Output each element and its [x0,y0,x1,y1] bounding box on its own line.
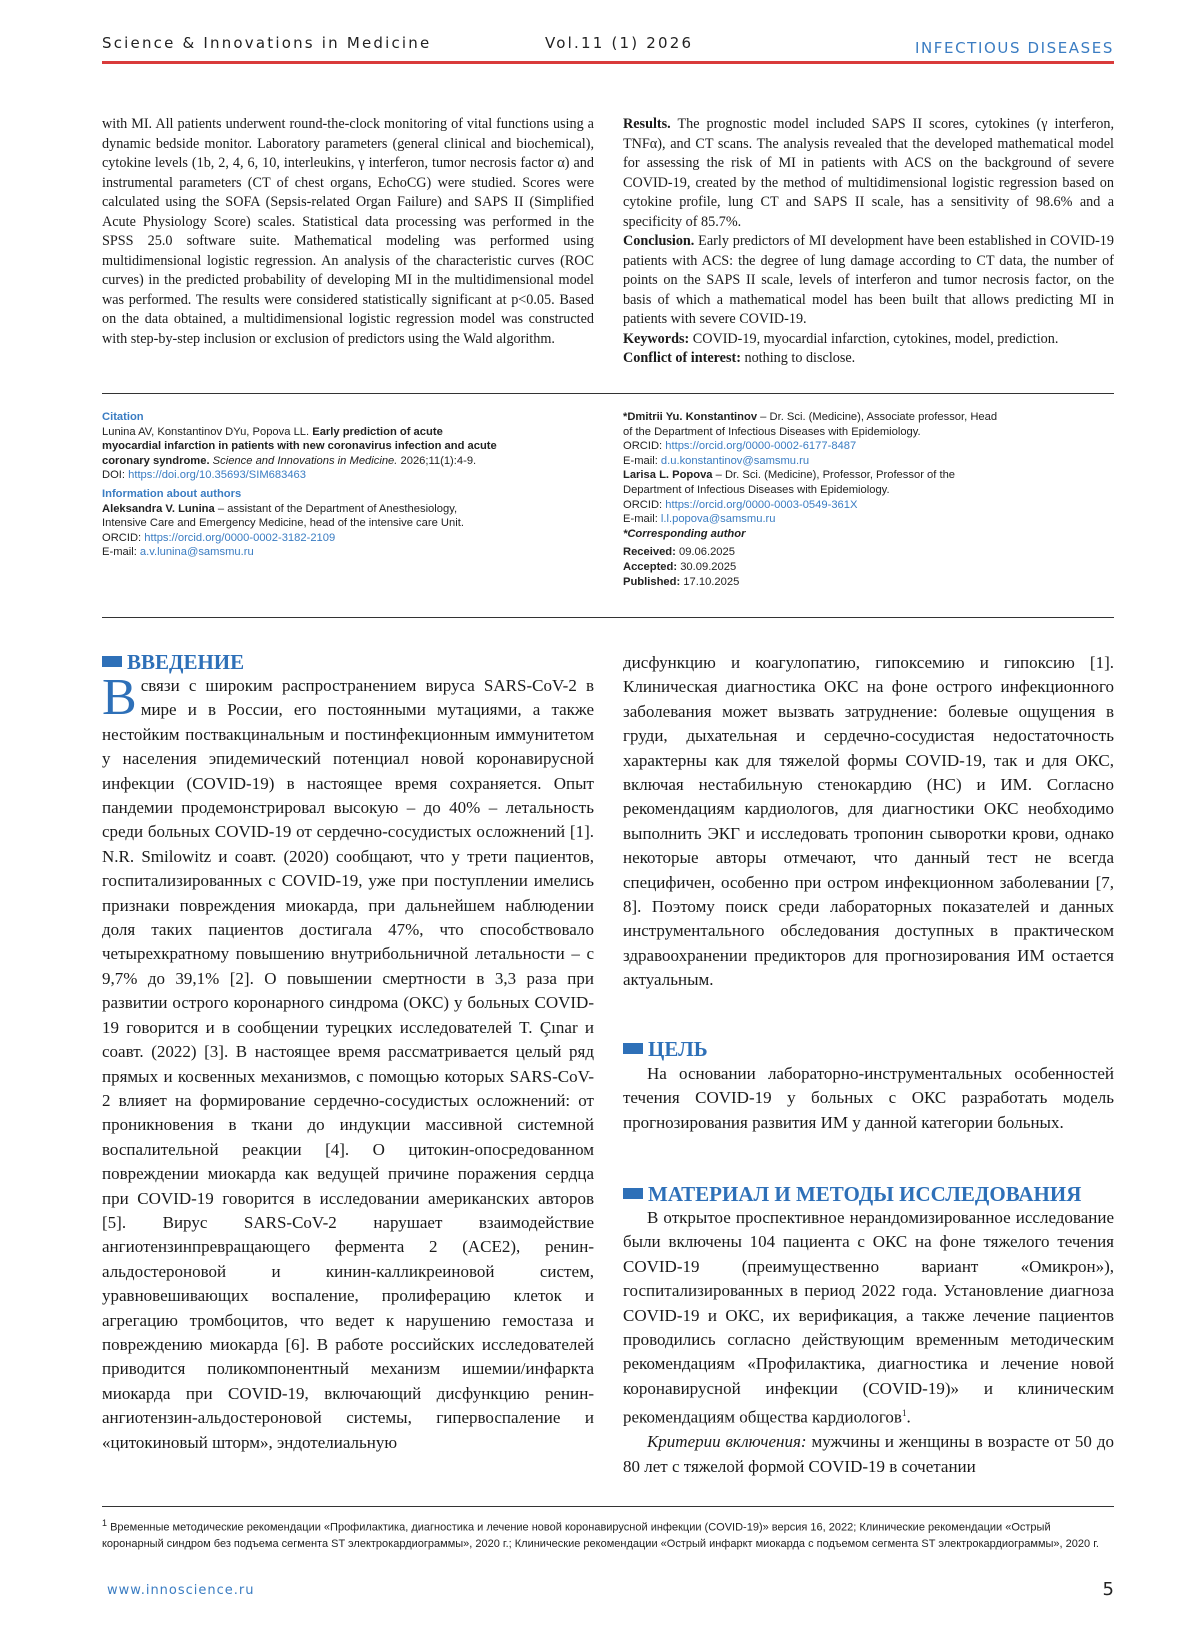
author3-email-label: E-mail: [623,513,661,526]
author2-name: *Dmitrii Yu. Konstantinov [623,411,758,423]
intro-body [102,669,594,1455]
keywords-label: Keywords: [623,330,690,347]
author3-name: Larisa L. Popova [623,469,713,482]
aim-text: На основании лабораторно-инструментальных особенностей течения COVID-19 у больных с ОКС разработать модель прогнозирования развития ИМ у данной категории больных. [623,1064,1114,1132]
section-square-icon [623,1188,643,1199]
header-rule [102,61,1114,64]
abstract-results [623,115,1114,369]
citation-block [102,410,502,560]
footer-url-link[interactable]: www.innoscience.ru [107,1583,255,1598]
published-label: Published: [623,575,681,588]
author2-orcid-label: ORCID: [623,440,666,453]
published-date: 17.10.2025 [680,575,740,588]
section-label: INFECTIOUS DISEASES [914,39,1114,57]
citation-heading: Citation [102,411,144,423]
conflict-label: Conflict of interest: [623,350,741,366]
author3-orcid-link[interactable]: https://orcid.org/0000-0003-0549-361X [665,498,858,511]
divider-bottom [102,617,1114,618]
citation-journal: Science and Innovations in Medicine. [209,454,398,467]
authors-block [623,410,1003,589]
keywords-text: COVID-19, myocardial infarction, cytokines, model, prediction. [689,330,1059,347]
abstract-methods [102,115,594,349]
results-label: Results. [623,116,671,132]
methods-text: В открытое проспективное нерандомизированное исследование были включены 104 пациента с ОКС на фоне тяжелого течения COVID-19 (преимущественно вариант «Омикрон»), госпитализированных в период 2022 года. Установление диагноза COVID-19 и ОКС, их верификация, а также лечение пациентов проводились согласно действующим временным методическим рекомендациям «Профилактика, диагностика и лечение новой коронавирусной инфекции (COVID-19)» и клиническим рекомендациям общества кардиологов [623,1208,1114,1427]
intro-text: связи с широким распространением вируса SARS-CoV-2 в мире и в России, его постоянными мутациями, а также нестойким поствакцинальным и постинфекционным иммунитетом у населения эпидемический потенциал новой коронавирусной инфекции (COVID-19) в настоящее время сохраняется. Опыт пандемии продемонстрировал высокую – до 40% – летальность среди больных COVID-19 от сердечно-сосудистых осложнений [1]. N.R. Smilowitz и соавт. (2020) сообщают, что у трети пациентов, госпитализированных с COVID-19, уже при поступлении имелись признаки повреждения миокарда, при дальнейшем наблюдении доля таких пациентов достигала 47%, что способствовало четырехкратному повышению внутрибольничной летальности – с 9,7% до 39,1% [2]. О повышении смертности в 3,3 раза при развитии острого коронарного синдрома (ОКС) у больных COVID-19 говорится и в сообщении турецких исследователей T. Çınar и соавт. (2022) [3]. В настоящее время рассматривается целый ряд прямых и косвенных механизмов, с помощью которых SARS-CoV-2 влияет на формирование сердечно-сосудистых осложнений: от проникновения в ткани до индукции массивной системной воспалительной реакции [4]. О цитокин-опосредованном повреждении миокарда как ведущей причине поражения сердца при COVID-19 говорится в исследовании американских авторов [5]. Вирус SARS-CoV-2 нарушает взаимодействие ангиотензинпревращающего фермента 2 (ACE2), ренин-альдостероновой и кинин-калликреиновой систем, уравновешивающих воспаление, пролиферацию клеток и агрегацию тромбоцитов, что ведет к нарушению гемостаза и повреждению миокарда [6]. В работе российских исследователей приводится поликомпонентный механизм ишемии/инфаркта миокарда при COVID-19, включающий дисфункцию ренин-ангиотензин-альдостероновой системы, гипервоспаление и «цитокиновый шторм», эндотелиальную [102,676,594,1452]
page-number: 5 [1102,1579,1114,1600]
aim-heading-text: ЦЕЛЬ [648,1037,708,1061]
methods-body [623,1206,1114,1479]
methods-heading [623,1182,1081,1206]
received-label: Received: [623,546,676,559]
received-date: 09.06.2025 [675,546,735,559]
citation-title: Early prediction of acute myocardial infarction in patients with new coronavirus infection and acute coronary syndrome. [102,425,497,467]
accepted-date: 30.09.2025 [677,560,737,573]
author1-email-link[interactable]: a.v.lunina@samsmu.ru [139,546,254,559]
author1-desc: – assistant of the Department of Anesthesiology, Intensive Care and Emergency Medicine, head of the intensive care Unit. [102,502,464,530]
abstract-methods-text: with MI. All patients underwent round-the-clock monitoring of vital functions using a dynamic bedside monitor. Laboratory parameters (general clinical and biochemical), cytokine levels (1b, 2, 4, 6, 10, interleukins, γ interferon, tumor necrosis factor α) and instrumental parameters (CT of chest organs, EchoCG) were studied. Scores were calculated using the SOFA (Sepsis-related Organ Failure) and SAPS II (Simplified Acute Physiology Score) scales. Statistical data processing was performed in the SPSS 25.0 software suite. Mathematical modeling was performed using multidimensional logistic regression. An analysis of the characteristic curves (ROC curves) in the predicted probability of developing MI in the multidimensional model was performed. The results were considered statistically significant at p<0.05. Based on the data obtained, a multidimensional logistic regression model was constructed with step-by-step inclusion or exclusion of predictors using the Wald algorithm. [102,116,594,347]
corresponding-note: *Corresponding author [623,527,746,540]
citation-doi-link[interactable]: https://doi.org/10.35693/SIM683463 [128,469,306,482]
journal-name: Science & Innovations in Medicine [102,34,432,52]
volume-info: Vol.11 (1) 2026 [545,34,694,52]
results-text: The prognostic model included SAPS II scores, cytokines (γ interferon, TNFα), and CT scans. The analysis revealed that the developed mathematical model for assessing the risk of MI in patients with ACS on the background of severe COVID-19, created by the method of multidimensional logistic regression based on cytokine profile, lung CT and SAPS II scale, has a sensitivity of 98.6% and a specificity of 85.7%. [623,116,1114,230]
footnote [102,1515,1114,1552]
citation-ref: 2026;11(1):4-9. DOI: [102,454,477,482]
footnote-mark: 1 [102,1518,108,1528]
author2-email-label: E-mail: [623,454,661,467]
footnote-text: Временные методические рекомендации «Профилактика, диагностика и лечение новой коронавирусной инфекции (COVID-19)» версия 16, 2022; Клинические рекомендации «Острый коронарный синдром без подъема сегмента ST электрокардиограммы», 2020 г.; Клинические рекомендации «Острый инфаркт миокарда с подъемом сегмента ST электрокардиограммы», 2020 г. [102,1521,1099,1550]
author2-orcid-link[interactable]: https://orcid.org/0000-0002-6177-8487 [665,440,857,453]
footnote-ref[interactable]: 1 [901,1408,907,1419]
authors-heading: Information about authors [102,487,242,500]
dropcap-letter: В [102,669,137,726]
intro-heading-text: ВВЕДЕНИЕ [127,650,245,674]
author1-orcid-link[interactable]: https://orcid.org/0000-0002-3182-2109 [144,531,336,544]
author1-name: Aleksandra V. Lunina [102,502,215,515]
aim-body [623,1062,1114,1135]
section-square-icon [623,1043,643,1054]
methods-heading-text: МАТЕРИАЛ И МЕТОДЫ ИССЛЕДОВАНИЯ [648,1182,1082,1206]
aim-heading [623,1037,708,1061]
intro-continuation-text: дисфункцию и коагулопатию, гипоксемию и гипоксию [1]. Клиническая диагностика ОКС на фоне острого инфекционного заболевания может вызвать затруднение: болевые ощущения в груди, дыхательная и сердечно-сосудистая недостаточность характерны как для тяжелой формы COVID-19, так и для ОКС, включая нестабильную стенокардию (НС) и ИМ. Согласно рекомендациям кардиологов, для диагностики ОКС необходимо выполнить ЭКГ и исследовать тропонин сыворотки крови, однако некоторые авторы отмечают, что данный тест не всегда специфичен, особенно при остром инфекционном заболевании [7, 8]. Поэтому поиск среди лабораторных показателей и данных инструментального обследования доступных в практическом здравоохранении предикторов для прогнозирования ИМ остается актуальным. [623,653,1114,990]
section-square-icon [102,656,122,667]
author3-email-link[interactable]: l.l.popova@samsmu.ru [660,513,776,526]
conclusion-label: Conclusion. [623,233,695,249]
author2-email-link[interactable]: d.u.konstantinov@samsmu.ru [660,454,810,467]
conflict-text: nothing to disclose. [740,350,856,366]
author2-desc: – Dr. Sci. (Medicine), Associate professor, Head of the Department of Infectious Diseases with Epidemiology. [623,411,998,438]
intro-continued [623,651,1114,993]
author1-email-label: E-mail: [102,546,140,559]
accepted-label: Accepted: [623,560,678,573]
author3-desc: – Dr. Sci. (Medicine), Professor, Professor of the Department of Infectious Diseases with Epidemiology. [623,469,956,496]
conclusion-text: Early predictors of MI development have been established in COVID-19 patients with ACS: the degree of lung damage according to CT data, the number of points on the SAPS II scale, levels of interferon and tumor necrosis factor, on the basis of which a mathematical model has been built that allows predicting MI in patients with severe COVID-19. [623,233,1114,327]
criteria-label: Критерии включения: [647,1432,807,1452]
methods-text-end: . [906,1407,911,1427]
author3-orcid-label: ORCID: [623,498,666,511]
footnote-rule [102,1506,1114,1507]
citation-authors: Lunina AV, Konstantinov DYu, Popova LL. [102,425,313,438]
author1-orcid-label: ORCID: [102,531,145,544]
divider-top [102,393,1114,394]
criteria-text: мужчины и женщины в возрасте от 50 до 80 лет с тяжелой формой COVID-19 в сочетании [623,1432,1114,1476]
